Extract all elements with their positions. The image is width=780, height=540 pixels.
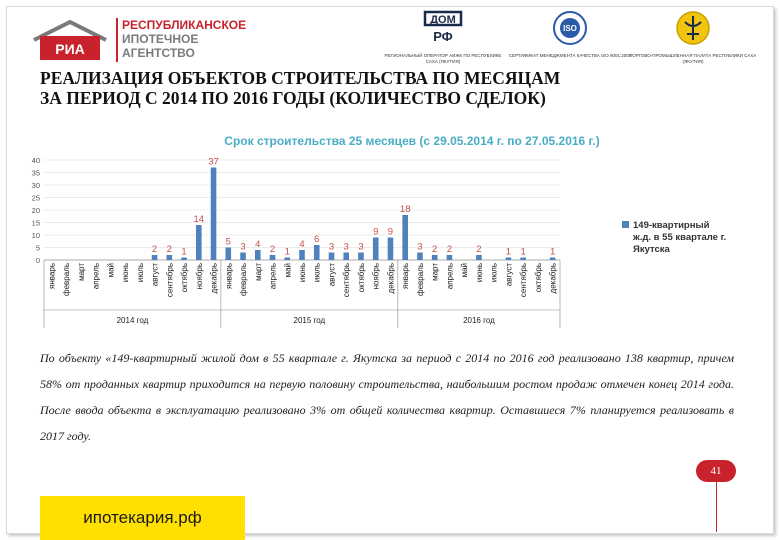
- x-tick-label: август: [150, 263, 160, 287]
- legend-label: ж.д. в 55 квартале г.: [633, 232, 727, 243]
- chart-y-axis: [32, 156, 40, 265]
- chart-title: Срок строительства 25 месяцев (с 29.05.2014 г. по 27.05.2016 г.): [224, 134, 600, 148]
- legend-label: 149-квартирный: [633, 220, 710, 231]
- x-tick-label: июнь: [121, 263, 131, 283]
- data-label: 4: [299, 239, 305, 250]
- logo-line-2: ИПОТЕЧНОЕ: [122, 32, 199, 46]
- x-tick-label: июнь: [298, 263, 307, 283]
- data-label: 2: [476, 244, 482, 255]
- x-tick-label: февраль: [415, 263, 425, 297]
- bar: [152, 255, 158, 260]
- y-tick-label: 15: [31, 218, 40, 228]
- agency-logo-icon: [30, 18, 110, 62]
- bar: [388, 238, 394, 261]
- x-tick-label: декабрь: [548, 263, 558, 294]
- partner-domrf: [378, 10, 508, 65]
- x-tick-label: февраль: [239, 263, 249, 297]
- partner-tpp: [628, 10, 758, 65]
- data-label: 4: [255, 239, 261, 250]
- agency-logo-text: [122, 18, 282, 60]
- bar: [402, 215, 408, 260]
- bar: [373, 238, 379, 261]
- page-number: 41: [696, 460, 736, 482]
- agency-logo-mark: РИА: [55, 41, 85, 57]
- domrf-logo-icon: [423, 10, 463, 46]
- brand-banner[interactable]: ипотекария.рф: [40, 496, 245, 540]
- x-tick-label: ноябрь: [371, 263, 381, 290]
- x-tick-label: апрель: [445, 263, 455, 290]
- data-label: 3: [417, 241, 423, 253]
- group-label: 2016 год: [463, 316, 495, 325]
- y-tick-label: 25: [31, 193, 40, 203]
- x-tick-label: январь: [47, 263, 57, 289]
- group-label: 2014 год: [116, 316, 149, 325]
- legend-label: Якутска: [633, 244, 670, 255]
- y-tick-label: 35: [31, 168, 40, 178]
- bar: [225, 248, 231, 261]
- bar: [506, 258, 512, 261]
- x-tick-label: август: [504, 263, 514, 287]
- bar: [432, 255, 438, 260]
- bar: [284, 258, 290, 261]
- svg-text:ISO: ISO: [563, 24, 577, 33]
- x-tick-label: июль: [489, 263, 499, 283]
- x-tick-label: февраль: [62, 263, 72, 297]
- x-tick-label: ноябрь: [194, 263, 204, 290]
- partner-caption: ТОРГОВО-ПРОМЫШЛЕННАЯ ПАЛАТА РЕСПУБЛИКИ САХА (ЯКУТИЯ): [629, 53, 757, 64]
- x-tick-label: январь: [401, 263, 411, 289]
- x-tick-label: апрель: [91, 263, 101, 290]
- group-label: 2015 год: [293, 316, 326, 325]
- svg-text:РФ: РФ: [433, 29, 453, 44]
- y-tick-label: 20: [31, 206, 40, 215]
- description-text: По объекту «149-квартирный жилой дом в 55 квартале г. Якутска за период с 2014 по 2016 год реализовано 138 квартир, причем 58% от проданных квартир приходится на первую половину строительства, наибольшим ростом продаж отмечен конец 2014 года. После ввода объекта в эксплуатацию реализовано 3% от общей количества квартир. Оставшиеся 7% планируется реализовать в 2017 году.: [40, 351, 734, 443]
- bar: [314, 245, 320, 260]
- bar: [520, 258, 526, 261]
- data-label: 2: [446, 244, 453, 255]
- partner-iso: [505, 10, 635, 59]
- bar: [270, 255, 276, 260]
- data-label: 9: [373, 226, 379, 238]
- bar: [343, 253, 349, 261]
- data-label: 2: [166, 244, 172, 255]
- data-label: 9: [387, 226, 394, 238]
- x-tick-label: июнь: [474, 263, 484, 283]
- data-label: 14: [193, 214, 205, 225]
- data-label: 1: [505, 246, 512, 258]
- bar: [476, 255, 482, 260]
- bar: [240, 253, 246, 261]
- title-line-1: РЕАЛИЗАЦИЯ ОБЪЕКТОВ СТРОИТЕЛЬСТВА ПО МЕСЯЦАМ: [40, 68, 561, 88]
- x-tick-label: декабрь: [209, 263, 219, 294]
- data-label: 1: [549, 246, 556, 258]
- x-tick-label: декабрь: [386, 263, 396, 294]
- x-tick-label: май: [460, 263, 470, 278]
- logo-line-3: АГЕНТСТВО: [122, 46, 195, 60]
- x-tick-label: май: [106, 263, 116, 278]
- data-label: 18: [399, 204, 411, 215]
- legend-swatch: [622, 221, 629, 228]
- y-tick-label: 5: [35, 243, 40, 253]
- bar: [358, 253, 364, 261]
- x-tick-label: октябрь: [180, 263, 190, 293]
- x-tick-label: октябрь: [533, 263, 543, 293]
- chart-legend: [622, 220, 726, 255]
- slide-title: [40, 68, 740, 108]
- partner-caption: СЕРТИФИКАТ МЕНЕДЖМЕНТА КАЧЕСТВА ISO 9001:2008: [508, 53, 632, 58]
- y-tick-label: 10: [31, 231, 40, 240]
- title-line-2: ЗА ПЕРИОД С 2014 ПО 2016 ГОДЫ (КОЛИЧЕСТВО СДЕЛОК): [40, 88, 546, 108]
- x-tick-label: сентябрь: [342, 263, 352, 298]
- bar: [211, 168, 217, 261]
- bar: [447, 255, 453, 260]
- logo-line-1: РЕСПУБЛИКАНСКОЕ: [122, 18, 247, 32]
- data-label: 5: [225, 236, 231, 248]
- sales-bar-chart: [22, 130, 762, 330]
- chart-x-axis: [47, 263, 557, 297]
- x-tick-label: сентябрь: [165, 263, 175, 298]
- bar: [167, 255, 173, 260]
- y-tick-label: 30: [31, 181, 40, 190]
- data-label: 6: [314, 234, 320, 245]
- svg-text:ДОМ: ДОМ: [430, 14, 456, 26]
- data-label: 3: [343, 241, 349, 253]
- data-label: 37: [208, 156, 219, 168]
- page-number-line: [716, 482, 717, 532]
- x-tick-label: октябрь: [356, 263, 366, 293]
- data-label: 2: [151, 244, 158, 255]
- bar: [181, 258, 187, 261]
- data-label: 2: [432, 244, 438, 255]
- bar: [417, 253, 423, 261]
- data-label: 3: [240, 241, 246, 253]
- bar: [550, 258, 556, 261]
- data-label: 1: [181, 246, 187, 258]
- data-label: 1: [520, 246, 526, 258]
- bar: [255, 250, 261, 260]
- partner-caption: РЕГИОНАЛЬНЫЙ ОПЕРАТОР АИЖК ПО РЕСПУБЛИКЕ САХА (ЯКУТИЯ): [384, 53, 502, 64]
- x-tick-label: июль: [312, 263, 322, 283]
- chart-bars: [152, 168, 556, 261]
- y-tick-label: 40: [31, 156, 40, 165]
- x-tick-label: март: [430, 263, 440, 281]
- bar: [196, 225, 202, 260]
- data-label: 3: [328, 241, 335, 253]
- x-tick-label: январь: [224, 263, 234, 289]
- bar: [329, 253, 335, 261]
- bar: [299, 250, 305, 260]
- x-tick-label: июль: [135, 263, 145, 283]
- iso-badge-icon: [550, 10, 590, 46]
- x-tick-label: май: [283, 263, 293, 278]
- data-label: 2: [269, 244, 276, 255]
- x-tick-label: апрель: [268, 263, 278, 290]
- y-tick-label: 0: [35, 256, 40, 265]
- data-label: 1: [284, 246, 290, 258]
- logo-divider: [116, 18, 118, 62]
- x-tick-label: март: [253, 263, 263, 281]
- x-tick-label: август: [327, 263, 337, 287]
- x-tick-label: март: [76, 263, 86, 281]
- data-label: 3: [358, 241, 364, 253]
- x-tick-label: сентябрь: [519, 263, 529, 298]
- tpp-emblem-icon: [673, 10, 713, 46]
